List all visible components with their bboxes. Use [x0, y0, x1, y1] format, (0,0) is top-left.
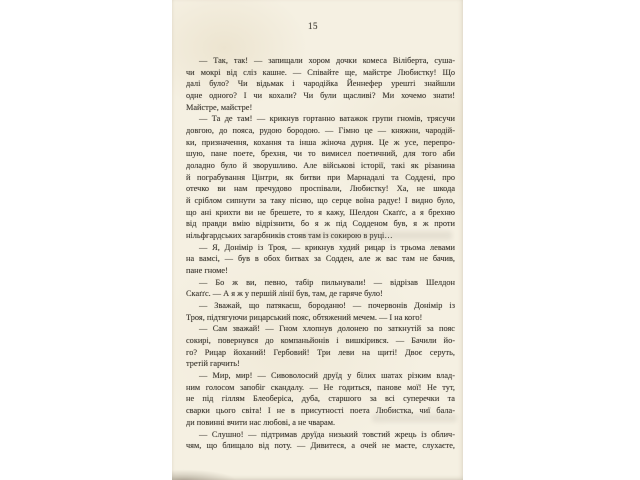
text-line: ним голосом запобіг скандалу. — Не годиться, панове мої! Не тут,: [186, 382, 455, 392]
text-line: — Сам зважай! — Гном хлопнув долонею по заткнутій за пояс: [199, 324, 455, 334]
text-line: Майстре, майстре!: [186, 102, 253, 112]
text-line: — Мир, мир! — Сивоволосий друїд у білих шатах різким влад-: [199, 371, 455, 381]
text-line: чи мокрі від сліз кашне. — Співайте ще, майстре Любистку! Що: [186, 67, 455, 77]
text-line: доладно було й зворушливо. Але військові історії, такі як різанина: [186, 161, 455, 171]
text-line: — Зважай, що патякаєш, бороданю! — почервонів Донімір із: [199, 301, 455, 311]
text-line: ки, призначення, кохання та інша жіноча дурня. Це ж усе, перепро-: [186, 137, 455, 147]
text-line: третій гарчить!: [186, 359, 240, 369]
text-line: — Та де там! — крикнув гортанно ватажок групи гномів, трясучи: [199, 114, 455, 124]
text-line: від правди вмію відрізнити, бо я ж під Содденом був, я ж проти: [186, 219, 455, 229]
text-line: не під гіллям Блеоберіса, дуба, старшого за всі суперечки та: [186, 394, 455, 404]
text-line: ди повинні вчити нас любові, а не чварам.: [186, 417, 336, 427]
text-line: го? Рицар йоханий! Гербовий! Три леви на щиті! Двоє серуть,: [186, 347, 455, 357]
text-line: — Я, Донімір із Троя, — крикнув худий рицар із трьома левами: [199, 242, 455, 252]
text-line: шую, пане поете, брехня, чи то вимисел поетичний, для того аби: [186, 149, 455, 159]
text-line: на вамсі, — був в обох битвах за Содден, але ж вас там не бачив,: [186, 254, 455, 264]
scan-smudge: [372, 414, 457, 422]
page-number: 15: [308, 21, 318, 31]
text-line: далі було? Чи відьмак і чародійка Йеннефер урешті знайшли: [186, 79, 455, 89]
text-line: що ані крихти ви не брешете, то я кажу, Шелдон Скаґґс, а я брехню: [186, 207, 455, 217]
text-line: Скаґґс. — А я ж у першій лінії був, там, де гаряче було!: [186, 289, 383, 299]
text-line: — Так, так! — запищали хором дочки комеса Віліберта, суша-: [199, 56, 455, 65]
text-line: чям, що блищало від поту. — Дивитеся, а очей не маєте, слухаєте,: [186, 441, 455, 451]
text-line: — Слушно! — підтримав друїда низький товстий жрець із облич-: [199, 429, 455, 439]
text-line: отечко ви нам пречудово проспівали, Любистку! Ха, не шкода: [186, 184, 455, 194]
text-line: нільфгардських загарбників стояв там із сокирою в руці…: [186, 231, 393, 241]
text-line: сокирі, повернувся до компаньйонів і вишкірився. — Бачили йо-: [186, 336, 455, 346]
text-line: Троя, підтягуючи рицарський пояс, обтяжений мечем. — І на кого!: [186, 312, 423, 322]
text-line: — Бо ж ви, певно, табір пильнували! — відрізав Шелдон: [199, 277, 455, 287]
text-line: одне одного? І чи кохали? Чи були щасливі? Ми хочемо знати!: [186, 91, 455, 101]
text-line: пане гноме!: [186, 266, 228, 276]
text-line: й сріблом сипнути за таку пісню, що серце воїна радує! І видно було,: [186, 196, 455, 206]
book-page: [172, 0, 463, 480]
text-line: довгою, до пояса, рудою бородою. — Гімно це — княжни, чародій-: [186, 126, 455, 136]
text-line: сварки цього світа! І не в присутності поета Любистка, чиї бала-: [186, 406, 455, 416]
text-line: й пограбування Цінтри, як битви при Марнадалі та Соддені, про: [186, 172, 455, 182]
scan-smudge: [302, 231, 452, 240]
text-block: [186, 55, 455, 452]
